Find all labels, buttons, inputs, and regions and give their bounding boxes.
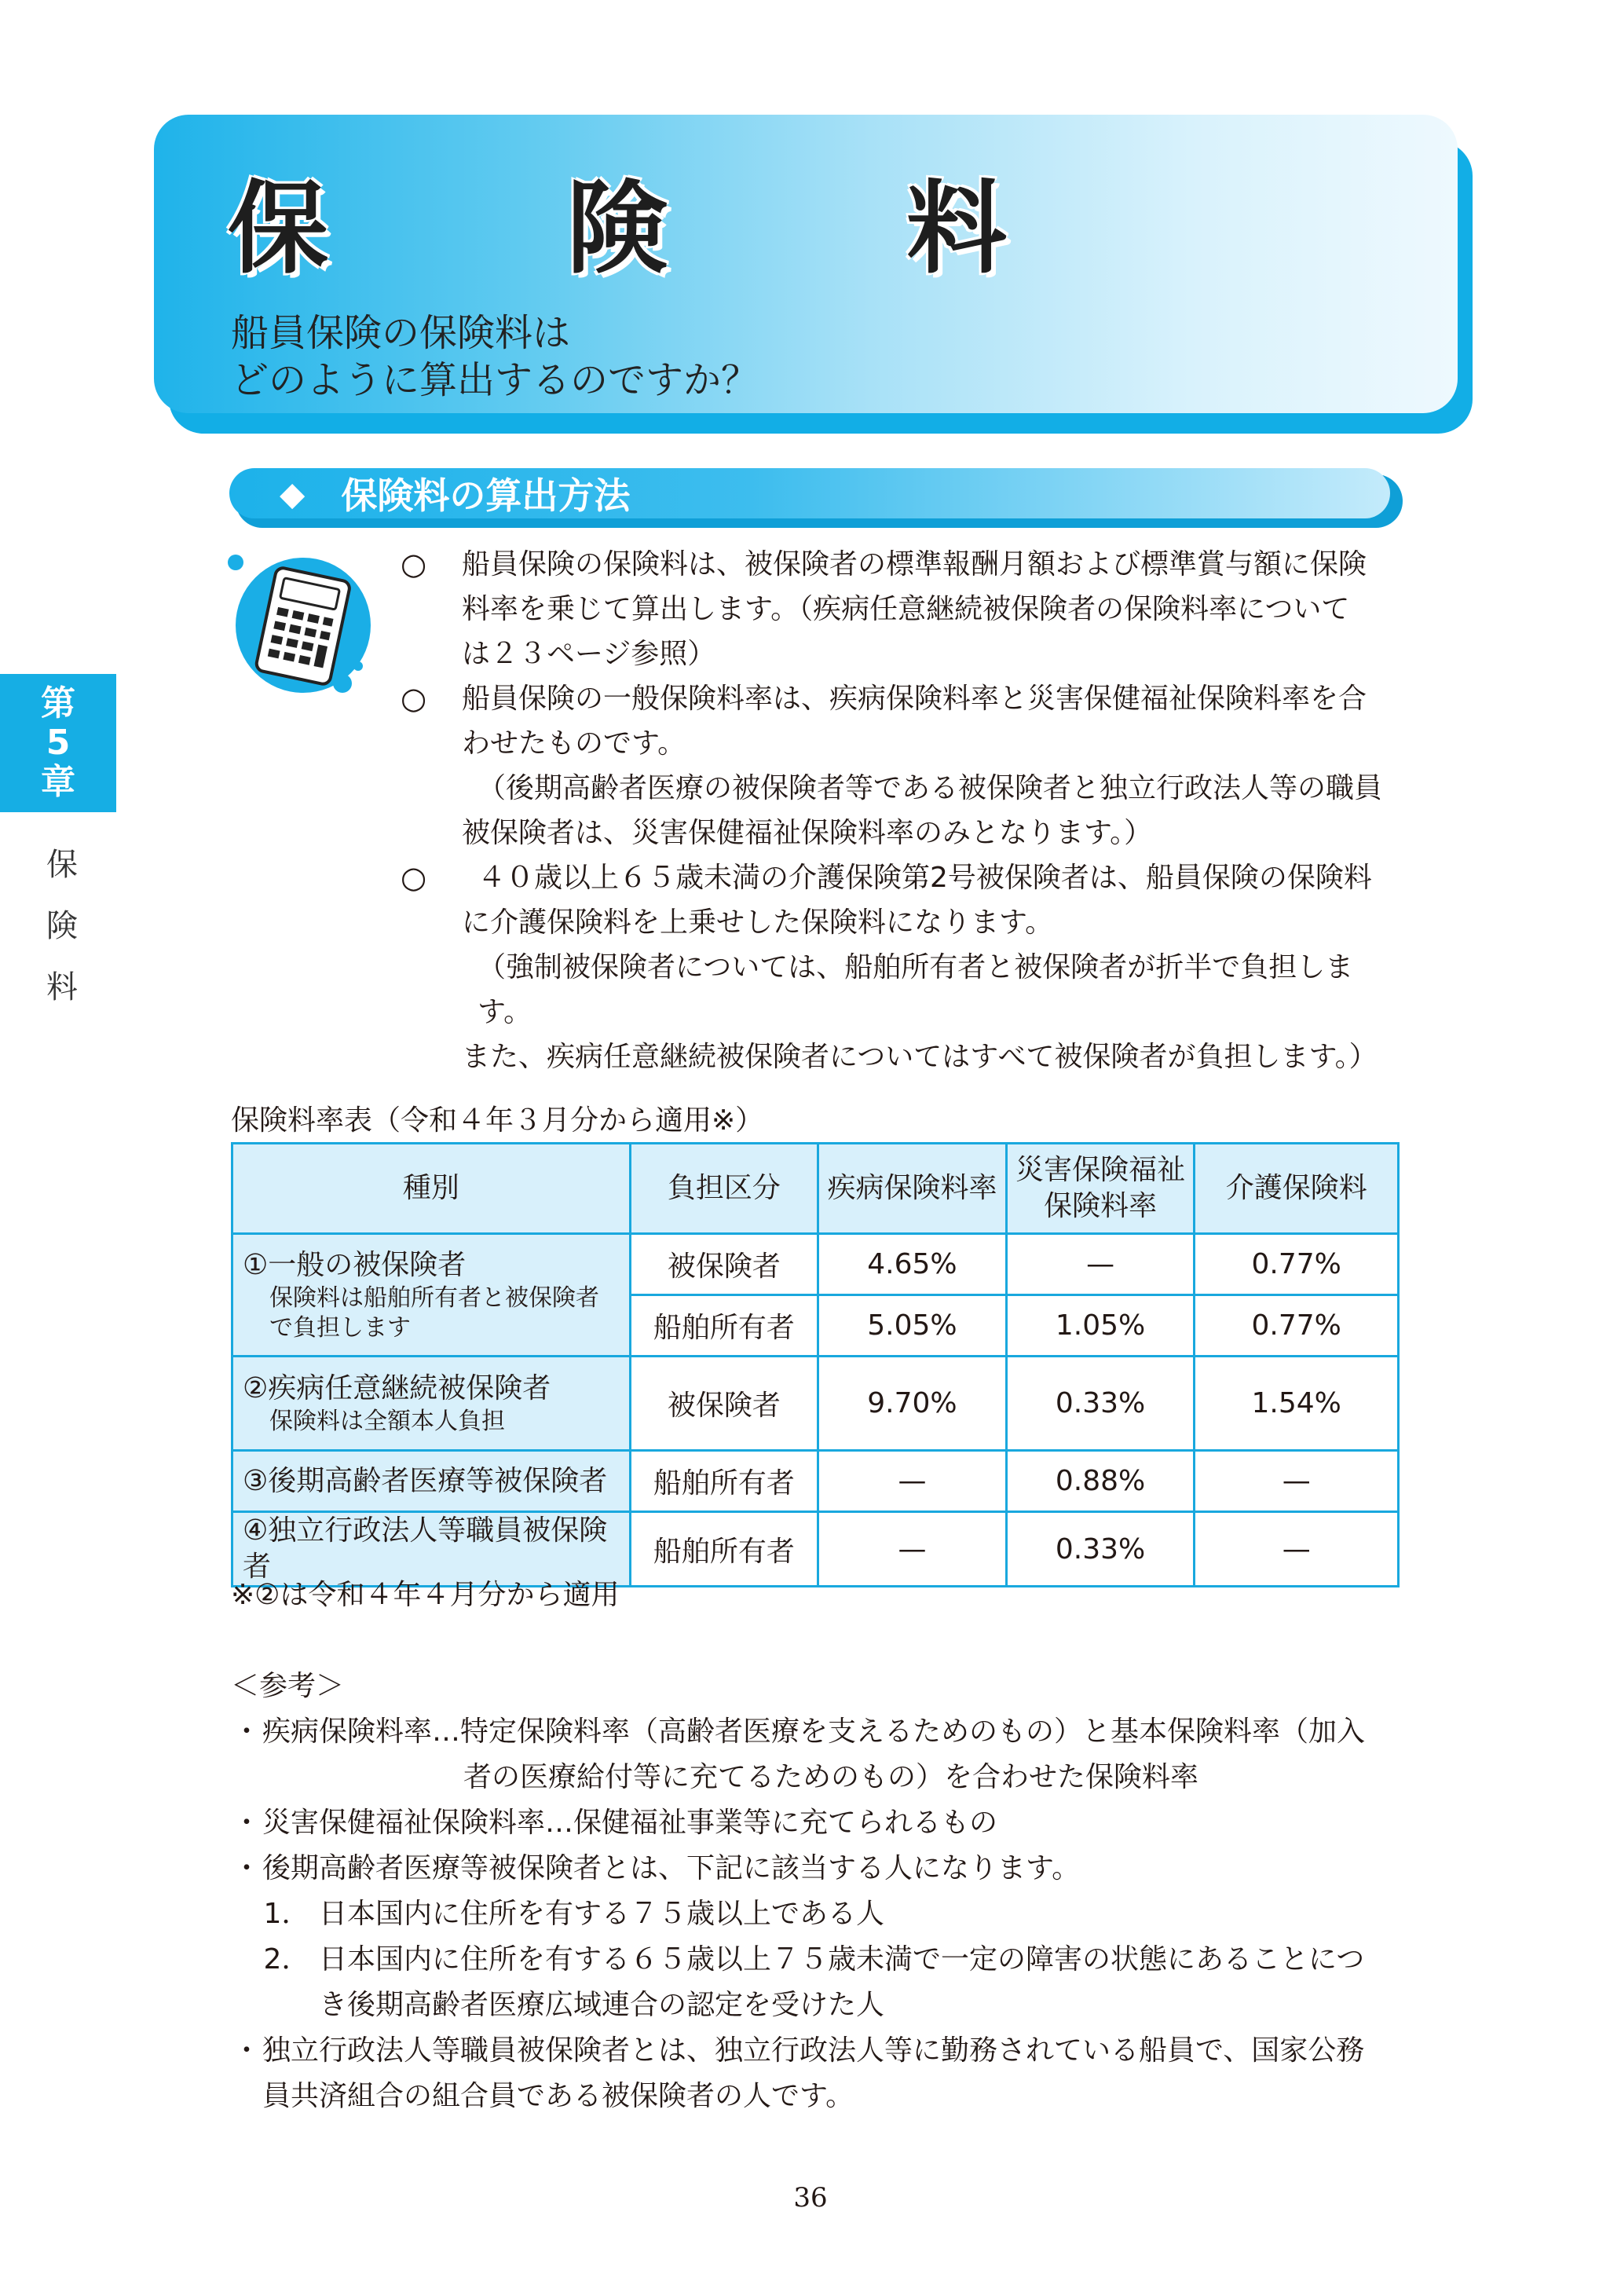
rate-cell: 9.70% [818,1357,1007,1451]
type-cell [232,1234,631,1357]
chapter-tab [0,674,116,812]
item-number: 2． [263,1943,310,1976]
reference-line: 後期高齢者医療等被保険者とは、下記に該当する人になります。 [262,1852,1081,1884]
list-item [401,542,1398,676]
rate-cell: — [818,1451,1007,1512]
page-title: 保 険 料 [228,170,1077,287]
rate-cell: 0.77% [1195,1295,1399,1357]
table-header-row [232,1144,1399,1234]
type-label: ①一般の被保険者 [243,1248,467,1281]
reference-heading: ＜参考＞ [231,1670,345,1702]
reference-section [231,1664,1401,2119]
rate-cell: — [818,1512,1007,1587]
rate-cell: — [1195,1512,1399,1587]
burden-cell: 船舶所有者 [630,1295,818,1357]
chapter-side-char: 険 [46,908,78,944]
list-item [231,1709,1401,1755]
list-item [231,1846,1401,1891]
burden-cell: 被保険者 [630,1357,818,1451]
premium-rate-table [231,1142,1400,1587]
bullet-note: （強制被保険者については、船舶所有者と被保険者が折半で負担します。 [478,951,1354,1028]
dot-bullet-icon: ・ [232,1852,261,1884]
reference-line: 日本国内に住所を有する７５歳以上である人 [319,1898,885,1930]
type-cell [232,1451,631,1512]
list-item [401,855,1398,1079]
reference-line: 独立行政法人等職員被保険者とは、独立行政法人等に勤務されている船員で、国家公務 [262,2034,1365,2067]
bullet-line: 料率を乗じて算出します。（疾病任意継続被保険者の保険料率について [462,593,1350,625]
table-caption: 保険料率表（令和４年３月分から適用※） [231,1104,764,1137]
reference-line: 者の医療給付等に充てるためのもの）を合わせた保険料率 [463,1761,1199,1793]
bullet-line: 船員保険の保険料は、被保険者の標準報酬月額および標準賞与額に保険 [462,548,1367,580]
reference-line: 日本国内に住所を有する６５歳以上７５歳未満で一定の障害の状態にあることにつ [319,1943,1365,1976]
burden-cell: 被保険者 [630,1234,818,1295]
numbered-item [231,1937,1401,1983]
bullet-line: また、疾病任意継続被保険者についてはすべて被保険者が負担します。） [462,1041,1378,1073]
rate-cell: 1.54% [1195,1357,1399,1451]
calculator-icon [225,550,382,707]
table-row [232,1357,1399,1451]
chapter-side-char: 保 [46,847,78,883]
dot-bullet-icon: ・ [232,1716,261,1748]
page-number: 36 [793,2182,828,2214]
bullet-line: に介護保険料を上乗せした保険料になります。 [462,906,1054,939]
burden-cell: 船舶所有者 [630,1512,818,1587]
column-header [1006,1144,1195,1234]
chapter-side-char: 料 [46,969,78,1005]
rate-cell: 0.33% [1006,1512,1195,1587]
diamond-icon: ◆ [280,474,306,513]
type-note: 保険料は全額本人負担 [269,1407,505,1435]
page-subtitle [231,309,759,404]
circle-bullet-icon: ○ [401,681,427,716]
circle-bullet-icon: ○ [401,547,427,581]
subtitle-line: どのように算出するのですか？ [231,358,759,402]
type-cell [232,1357,631,1451]
list-item [401,676,1398,855]
table-row [232,1451,1399,1512]
chapter-tab-text: 章 [41,762,75,802]
dot-bullet-icon: ・ [232,1807,261,1839]
bullet-line: わせたものです。 [462,727,686,760]
rate-cell: — [1006,1234,1195,1295]
rate-cell: 4.65% [818,1234,1007,1295]
column-header: 種別 [232,1144,631,1234]
item-number: 1． [263,1898,310,1930]
section-title: 保険料の算出方法 [341,474,631,517]
type-note: 保険料は船舶所有者と被保険者 [269,1283,599,1312]
rate-cell: 0.33% [1006,1357,1195,1451]
circle-bullet-icon: ○ [401,860,427,895]
table-row [232,1234,1399,1295]
column-header-line: 災害保険福祉 [1015,1154,1186,1186]
type-label: ②疾病任意継続被保険者 [243,1371,551,1404]
chapter-tab-text: 5 [46,723,71,763]
column-header: 疾病保険料率 [818,1144,1007,1234]
section-heading [229,468,1390,518]
rate-cell: 0.77% [1195,1234,1399,1295]
rate-cell: 1.05% [1006,1295,1195,1357]
type-label: ③後期高齢者医療等被保険者 [243,1464,608,1497]
reference-line: 災害保健福祉保険料率…保健福祉事業等に充てられるもの [262,1807,998,1839]
burden-cell: 船舶所有者 [630,1451,818,1512]
reference-line: 員共済組合の組合員である被保険者の人です。 [262,2080,854,2112]
chapter-tab-text: 第 [41,683,75,723]
rate-cell: — [1195,1451,1399,1512]
reference-line: き後期高齢者医療広域連合の認定を受けた人 [319,1989,885,2021]
rate-cell: 5.05% [818,1295,1007,1357]
type-note: で負担します [269,1313,411,1342]
list-item [231,2028,1401,2074]
column-header: 負担区分 [630,1144,818,1234]
subtitle-line: 船員保険の保険料は [231,311,571,355]
rate-cell: 0.88% [1006,1451,1195,1512]
bullet-line: は２３ページ参照） [462,638,716,670]
list-item [231,1800,1401,1846]
reference-line: 疾病保険料率…特定保険料率（高齢者医療を支えるためのもの）と基本保険料率（加入 [262,1716,1366,1748]
chapter-side-label [42,834,82,1018]
bullet-line: 船員保険の一般保険料率は、疾病保険料率と災害保健福祉保険料率を合 [462,683,1367,715]
dot-bullet-icon: ・ [232,2034,261,2067]
bullet-note: （後期高齢者医療の被保険者等である被保険者と独立行政法人等の職員 [478,772,1383,804]
bullet-line: ４０歳以上６５歳未満の介護保険第2号被保険者は、船員保険の保険料 [478,862,1372,894]
column-header-line: 保険料率 [1044,1190,1158,1222]
type-label: ④独立行政法人等職員被保険者 [243,1514,608,1583]
column-header: 介護保険料 [1195,1144,1399,1234]
explanation-list [401,542,1398,1079]
table-footnote: ※②は令和４年４月分から適用 [231,1579,620,1611]
bullet-line: 被保険者は、災害保健福祉保険料率のみとなります。） [462,817,1153,849]
numbered-item [231,1891,1401,1937]
